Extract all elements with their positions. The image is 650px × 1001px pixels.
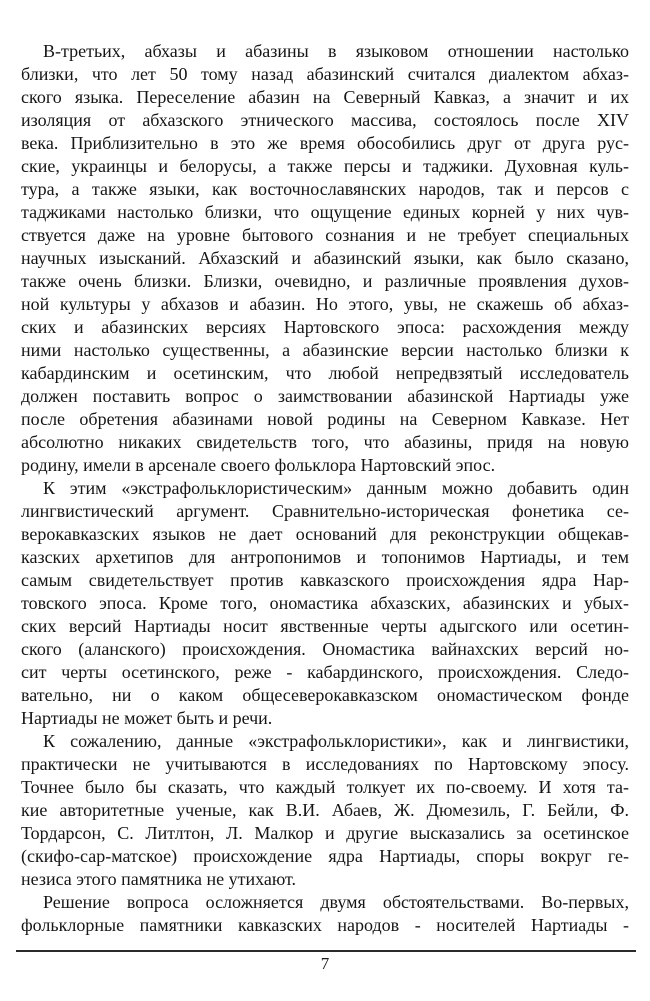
text-line: научных изысканий. Абхазский и абазинский языки, как было сказано, [21,248,629,268]
text-line: родину, имели в арсенале своего фольклора Нартовский эпос. [21,455,496,475]
text-line: ского (аланского) происхождения. Ономастика вайнахских версий но- [21,639,629,659]
text-line: ной культуры у абхазов и абазин. Но этого, увы, не скажешь об абхаз- [21,294,629,314]
text-line: кие авторитетные ученые, как В.И. Абаев, Ж. Дюмезиль, Г. Бейли, Ф. [21,800,629,820]
text-line: лингвистический аргумент. Сравнительно-историческая фонетика се- [21,501,629,521]
text-line: самым свидетельствует против кавказского происхождения ядра Нар- [21,570,629,590]
text-line: товского эпоса. Кроме того, ономастика абхазских, абазинских и убых- [21,593,629,613]
text-line: изоляция от абхазского этнического массива, состоялось после XIV [21,110,629,130]
text-line: века. Приблизительно в это же время обособились друг от друга рус- [21,133,629,153]
footer-rule [16,950,636,952]
text-line: абсолютно никаких свидетельств того, что абазины, придя на новую [21,432,629,452]
text-line: Точнее было бы сказать, что каждый толкует их по-своему. И хотя та- [21,777,629,797]
text-line: ских и абазинских версиях Нартовского эпоса: расхождения между [21,317,629,337]
text-line: К сожалению, данные «экстрафольклористики», как и лингвистики, [43,731,629,751]
text-line: ствуется даже на уровне бытового сознания и не требует специальных [21,225,629,245]
text-line: тура, а также языки, как восточнославянских народов, так и персов с [21,179,629,199]
text-line: должен поставить вопрос о заимствовании абазинской Нартиады уже [21,386,629,406]
text-line: после обретения абазинами новой родины на Северном Кавказе. Нет [21,409,629,429]
text-line: кабардинским и осетинским, что любой непредвзятый исследователь [21,363,629,383]
text-line: верокавказских языков не дает оснований для реконструкции общекав- [21,524,629,544]
text-line: таджиками настолько близки, что ощущение единых корней у них чув- [21,202,629,222]
text-line: ские, украинцы и белорусы, а также персы и таджики. Духовная куль- [21,156,629,176]
text-line: К этим «экстрафольклористическим» данным можно добавить один [43,478,629,498]
text-line: ских версий Нартиады носит явственные черты адыгского или осетин- [21,616,629,636]
text-line: Тордарсон, С. Литлтон, Л. Малкор и другие высказались за осетинское [21,823,629,843]
text-line: Решение вопроса осложняется двумя обстоятельствами. Во-первых, [43,892,629,912]
text-line: В-третьих, абхазы и абазины в языковом отношении настолько [43,41,629,61]
text-line: ского языка. Переселение абазин на Северный Кавказ, а значит и их [21,87,629,107]
text-line: вательно, ни о каком общесеверокавказском ономастическом фонде [21,685,629,705]
text-line: казских архетипов для антропонимов и топонимов Нартиады, и тем [21,547,629,567]
page-text [21,40,629,937]
text-line: практически не учитываются в исследованиях по Нартовскому эпосу. [21,754,629,774]
text-line: также очень близки. Близки, очевидно, и различные проявления духов- [21,271,629,291]
text-line: Нартиады не может быть и речи. [21,708,273,728]
text-line: близки, что лет 50 тому назад абазинский считался диалектом абхаз- [21,64,629,84]
text-line: (скифо-сар-матское) происхождение ядра Нартиады, споры вокруг ге- [21,846,629,866]
text-line: сит черты осетинского, реже - кабардинского, происхождения. Следо- [21,662,629,682]
text-line: ними настолько существенны, а абазинские версии настолько близки к [21,340,629,360]
text-line: незиса этого памятника не утихают. [21,869,297,889]
text-line: фольклорные памятники кавказских народов - носителей Нартиады - [21,915,629,935]
page-number: 7 [320,954,330,973]
